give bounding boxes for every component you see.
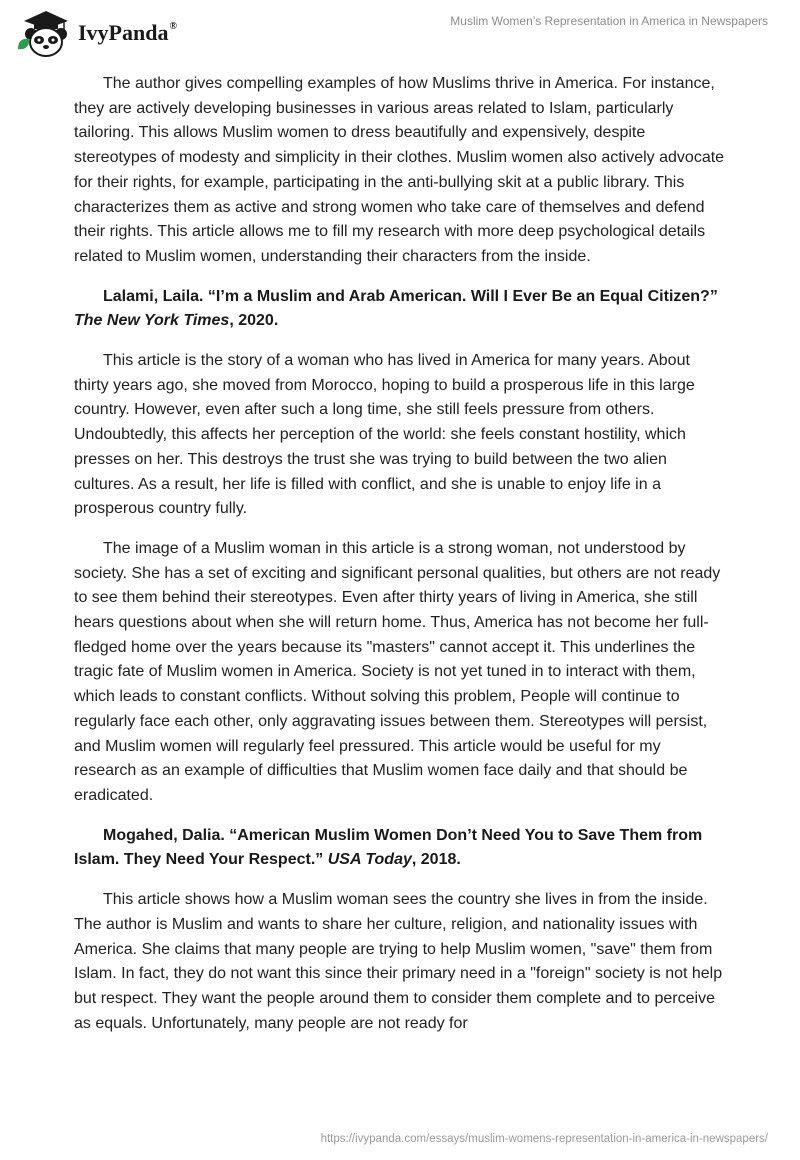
body-paragraph: The image of a Muslim woman in this article is a strong woman, not understood by society. She has a set of exciting and significant personal qualities, but others are not ready to see them behind their stereotypes. Even after thirty years of living in America, she still hears questions about when she will return home. Thus, America has not become her full-fledged home over the years because its "masters" cannot accept it. This underlines the tragic fate of Muslim women in America. Society is not yet tuned in to interact with them, which leads to constant conflicts. Without solving this problem, People will continue to regularly face each other, only aggravating issues between them. Stereotypes will persist, and Muslim women will regularly feel pressured. This article would be useful for my research as an example of difficulties that Muslim women face daily and that should be eradicated.: [74, 539, 721, 804]
citation-lalami: Lalami, Laila. “I’m a Muslim and Arab American. Will I Ever Be an Equal Citizen?” The New York Times, 2020.: [74, 287, 718, 330]
brand-name[interactable]: IvyPanda®: [78, 20, 177, 45]
citation-source: The New York Times: [74, 312, 230, 330]
ivypanda-logo-icon[interactable]: [14, 7, 74, 59]
citation-mogahed: Mogahed, Dalia. “American Muslim Women Don’t Need You to Save Them from Islam. They Need Your Respect.” USA Today, 2018.: [74, 826, 703, 869]
body-paragraph: This article shows how a Muslim woman sees the country she lives in from the inside. The author is Muslim and wants to share her culture, religion, and nationality issues with America. She claims that many people are trying to help Muslim women, "save" them from Islam. In fact, they do not want this since their primary need in a "foreign" society is not help but respect. They want the people around them to consider them complete and to perceive as equals. Unfortunately, many people are not ready for: [74, 891, 723, 1032]
essay-content: [74, 72, 726, 1051]
page-header: [0, 0, 800, 70]
document-title: Muslim Women’s Representation in America in Newspapers: [450, 14, 768, 28]
body-paragraph: This article is the story of a woman who has lived in America for many years. About thirty years ago, she moved from Morocco, hoping to build a prosperous life in this large country. However, even after such a long time, she still feels pressure from others. Undoubtedly, this affects her perception of the world: she feels constant hostility, which presses on her. This destroys the trust she was trying to build between the two alien cultures. As a result, her life is filled with conflict, and she is unable to enjoy life in a prosperous country fully.: [74, 352, 695, 518]
footer-url-link[interactable]: https://ivypanda.com/essays/muslim-womens-representation-in-america-in-newspapers/: [320, 1133, 768, 1145]
body-paragraph: The author gives compelling examples of how Muslims thrive in America. For instance, they are actively developing businesses in various areas related to Islam, particularly tailoring. This allows Muslim women to dress beautifully and expensively, despite stereotypes of modesty and simplicity in their clothes. Muslim women also actively advocate for their rights, for example, participating in the anti-bullying skit at a public library. This characterizes them as active and strong women who take care of themselves and defend their rights. This article allows me to fill my research with more deep psychological details related to Muslim women, understanding their characters from the inside.: [74, 75, 725, 265]
citation-source: USA Today: [327, 851, 412, 869]
